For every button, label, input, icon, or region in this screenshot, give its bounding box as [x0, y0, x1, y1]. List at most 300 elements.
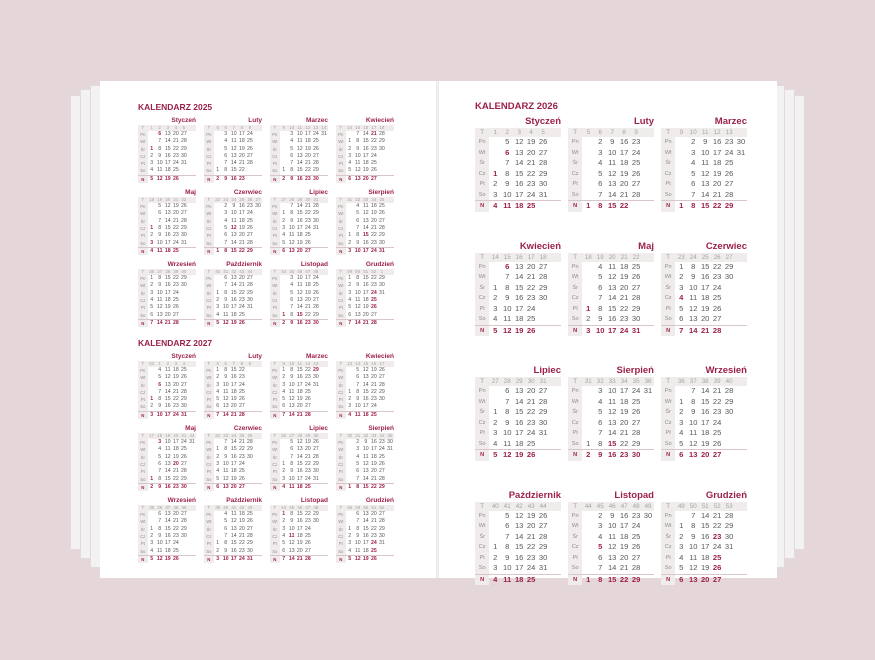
week-number: 37 [165, 505, 171, 511]
day-cell [378, 176, 386, 183]
day-cell [188, 412, 196, 419]
day-cell: 25 [313, 138, 319, 145]
day-row [148, 290, 196, 297]
day-cell [549, 397, 561, 408]
day-cell: 23 [304, 374, 311, 381]
day-cell: 3 [679, 282, 684, 292]
day-row [280, 454, 328, 461]
weekday-label: So [338, 312, 344, 318]
day-cell: 22 [304, 167, 311, 174]
day-cell: 30 [313, 175, 319, 182]
day-cell: 20 [370, 217, 377, 224]
day-cell: 30 [313, 374, 319, 381]
day-cell: 8 [290, 460, 294, 467]
day-cell: 1 [282, 460, 286, 467]
week-number: 31 [539, 378, 547, 385]
day-cell: 22 [238, 289, 245, 296]
day-cell: 5 [290, 145, 294, 152]
month-grid [204, 505, 262, 563]
day-cell: 13 [164, 210, 171, 217]
day-cell [675, 511, 687, 522]
day-row [582, 563, 654, 574]
day-cell: 9 [356, 145, 360, 152]
day-cell: 17 [164, 239, 171, 246]
weekday-label: Śr [479, 533, 485, 540]
day-cell: 27 [247, 232, 253, 239]
day-row [675, 304, 747, 315]
day-row [280, 533, 328, 540]
day-cell: 14 [700, 510, 710, 520]
week-corner-label: T [138, 197, 148, 203]
day-cell: 5 [216, 475, 220, 482]
day-cell: 21 [172, 217, 179, 224]
day-cell [642, 428, 654, 439]
week-number: 53 [725, 502, 733, 510]
day-cell: 25 [379, 453, 385, 460]
day-cell [582, 179, 594, 190]
week-number: 43 [527, 502, 535, 510]
day-cell: 17 [700, 282, 710, 292]
week-corner-label: T [475, 128, 489, 137]
day-cell [280, 131, 288, 138]
day-cell: 11 [288, 533, 295, 540]
day-cell [254, 484, 262, 491]
day-cell: 14 [607, 563, 617, 572]
day-cell: 15 [164, 145, 171, 152]
day-cell [214, 275, 222, 282]
day-cell [254, 461, 262, 468]
day-cell: 11 [157, 297, 163, 304]
day-cell: 4 [216, 468, 220, 475]
week-number: 50 [355, 269, 361, 275]
day-cell: 5 [290, 439, 294, 446]
day-cell: 31 [313, 224, 319, 231]
day-cell [489, 148, 501, 159]
days-block [214, 511, 262, 563]
day-cell: 15 [230, 247, 237, 254]
day-cell [735, 532, 747, 543]
day-cell [246, 403, 254, 410]
day-cell: 23 [370, 396, 377, 403]
day-cell: 7 [216, 411, 220, 418]
month-2026-8 [568, 364, 654, 461]
day-cell: 13 [362, 468, 369, 475]
week-number: 49 [355, 505, 361, 511]
weekday-label: So [478, 565, 486, 571]
month-grid [336, 433, 394, 491]
day-cell: 22 [526, 168, 536, 178]
day-cell [386, 225, 394, 232]
day-row [346, 382, 394, 389]
weekday-label: Wt [206, 211, 212, 217]
day-cell: 25 [172, 247, 179, 254]
day-cell: 12 [222, 396, 229, 403]
day-cell [346, 468, 354, 475]
day-cell [582, 148, 594, 159]
day-cell: 15 [164, 475, 171, 482]
day-cell: 30 [724, 272, 734, 281]
day-cell: 13 [689, 574, 698, 584]
day-cell: 3 [290, 131, 294, 137]
day-cell [549, 169, 561, 180]
day-cell: 29 [379, 388, 385, 395]
day-row [489, 532, 561, 543]
weekday-label: N [270, 175, 280, 183]
day-cell [642, 169, 654, 180]
day-row [489, 397, 561, 408]
week-number: 33 [363, 197, 369, 203]
day-cell [214, 160, 222, 167]
day-row [214, 555, 262, 563]
weekday-label: Wt [272, 519, 278, 525]
day-cell [148, 439, 156, 446]
weekday-label: Pt [665, 430, 671, 436]
day-cell: 23 [526, 552, 536, 562]
weekday-label: Pn [478, 139, 486, 145]
day-cell: 11 [503, 314, 512, 323]
day-cell: 12 [288, 239, 295, 246]
day-cell: 22 [238, 446, 245, 453]
month-2025-12 [336, 260, 394, 327]
day-cell: 4 [679, 552, 684, 562]
week-number: 17 [149, 433, 155, 439]
day-row [675, 553, 747, 564]
day-cell [254, 167, 262, 174]
day-cell [254, 374, 262, 381]
day-cell: 1 [282, 167, 286, 174]
day-cell: 27 [304, 247, 311, 254]
day-cell [582, 272, 594, 283]
day-row [675, 283, 747, 294]
day-cell: 14 [296, 160, 303, 167]
day-row [489, 148, 561, 159]
day-cell: 31 [379, 247, 385, 254]
day-cell: 14 [700, 386, 710, 395]
day-cell: 25 [238, 468, 245, 475]
day-cell: 14 [362, 518, 369, 525]
day-cell: 27 [712, 574, 722, 584]
day-cell: 27 [538, 521, 548, 530]
day-cell: 25 [304, 533, 311, 540]
month-grid [138, 505, 196, 563]
day-cell: 13 [607, 552, 617, 562]
day-cell: 22 [526, 282, 536, 292]
year-grid-2026 [475, 115, 747, 585]
day-cell: 17 [304, 131, 311, 137]
week-number: 31 [355, 433, 361, 439]
week-number: 9 [248, 125, 252, 130]
day-cell: 21 [370, 224, 377, 231]
day-row [675, 148, 747, 159]
day-row [148, 555, 196, 563]
day-row [675, 314, 747, 325]
weekday-label: Wt [206, 283, 212, 289]
weekday-label: Pt [338, 397, 343, 403]
month-grid [661, 253, 747, 337]
day-cell: 10 [503, 189, 512, 199]
week-corner-label: T [204, 125, 214, 131]
day-cell: 27 [631, 179, 641, 188]
day-cell [346, 131, 354, 138]
weekday-label: N [204, 247, 214, 255]
day-cell [735, 262, 747, 273]
day-cell [180, 304, 188, 311]
week-number: 31 [347, 197, 353, 203]
day-cell [346, 518, 354, 525]
day-row [489, 314, 561, 325]
week-corner-label: T [661, 253, 675, 262]
day-cell: 3 [691, 147, 696, 157]
day-cell: 27 [631, 552, 641, 562]
day-cell: 24 [172, 239, 179, 246]
day-cell [188, 232, 196, 239]
month-2025-6 [204, 188, 262, 255]
weekday-label: N [568, 449, 582, 461]
month-2026-9 [661, 364, 747, 461]
day-row [214, 446, 262, 453]
day-cell: 15 [164, 525, 171, 532]
day-cell [549, 272, 561, 283]
week-number: 26 [247, 197, 253, 203]
day-cell: 10 [288, 525, 295, 532]
day-cell: 26 [238, 396, 245, 403]
day-cell: 28 [631, 293, 641, 302]
day-cell: 27 [631, 417, 641, 427]
weekday-column [475, 137, 489, 212]
day-cell: 2 [150, 533, 154, 540]
weekday-label: N [138, 411, 148, 419]
day-cell [254, 446, 262, 453]
weekday-column [204, 275, 214, 327]
day-cell: 1 [586, 201, 591, 210]
weekday-label: N [475, 574, 489, 586]
weekday-label: Pt [572, 554, 578, 561]
day-cell: 16 [607, 450, 617, 459]
week-number: 1 [150, 125, 153, 130]
weekday-label: Pn [140, 512, 146, 518]
day-cell: 15 [296, 367, 303, 373]
day-cell: 30 [181, 232, 187, 239]
weekday-label: So [272, 476, 278, 482]
day-cell [246, 374, 254, 381]
weekday-label: N [138, 319, 148, 327]
days-block [280, 511, 328, 563]
day-cell: 19 [238, 224, 245, 231]
day-cell: 1 [282, 311, 286, 318]
day-cell: 4 [282, 483, 286, 490]
weekday-label: Pn [338, 512, 344, 518]
days-block [214, 203, 262, 255]
month-grid [661, 128, 747, 212]
day-cell [386, 540, 394, 547]
day-cell: 2 [356, 439, 360, 446]
day-cell [346, 203, 354, 210]
weekday-label: Cz [664, 419, 672, 426]
day-cell: 11 [157, 167, 163, 174]
day-cell: 9 [364, 439, 368, 446]
day-cell: 14 [164, 468, 171, 475]
day-cell [320, 153, 328, 160]
month-title: Czerwiec [233, 425, 262, 433]
day-cell: 30 [379, 396, 385, 403]
day-cell [320, 511, 328, 518]
weekday-label: Cz [206, 225, 212, 231]
day-cell: 5 [290, 289, 294, 296]
month-2027-9 [138, 496, 196, 563]
day-cell [320, 518, 328, 525]
day-row [214, 468, 262, 475]
weekday-label: Śr [206, 382, 211, 388]
day-row [582, 190, 654, 201]
day-row [148, 476, 196, 483]
day-cell: 27 [313, 152, 319, 159]
day-cell [386, 374, 394, 381]
day-cell: 30 [313, 217, 319, 224]
day-cell: 16 [607, 314, 617, 323]
day-cell: 13 [700, 179, 710, 188]
week-corner-label: T [475, 253, 489, 262]
day-cell [386, 389, 394, 396]
day-cell: 10 [354, 403, 361, 410]
day-cell [386, 533, 394, 540]
weekday-label: Pn [206, 132, 212, 137]
day-cell: 19 [362, 555, 369, 562]
month-title: Listopad [300, 261, 328, 269]
day-cell: 22 [526, 542, 536, 551]
day-cell: 9 [224, 297, 228, 304]
day-row [148, 382, 196, 389]
day-row [675, 521, 747, 532]
day-cell [254, 439, 262, 446]
week-number: 45 [596, 502, 604, 510]
day-row [346, 367, 394, 374]
weekday-label: Śr [206, 526, 211, 532]
day-cell: 11 [288, 483, 295, 490]
day-cell: 21 [238, 160, 245, 167]
week-number: 25 [701, 253, 709, 261]
day-cell: 26 [247, 224, 253, 231]
month-grid [568, 502, 654, 586]
day-cell: 28 [313, 203, 319, 210]
day-cell: 16 [296, 374, 303, 381]
month-grid [336, 197, 394, 255]
weekday-label: Pn [478, 388, 486, 394]
day-cell: 26 [304, 239, 311, 246]
day-cell: 6 [679, 450, 684, 459]
day-cell: 22 [172, 145, 179, 152]
weekday-label: Pn [664, 139, 672, 145]
day-cell: 15 [230, 289, 237, 296]
day-cell: 31 [321, 131, 327, 137]
day-row [346, 374, 394, 381]
week-number: 35 [387, 433, 393, 439]
day-cell: 27 [181, 460, 187, 467]
week-number: 3 [174, 361, 178, 366]
day-cell [537, 575, 549, 586]
day-cell: 13 [164, 460, 171, 467]
day-cell [642, 304, 654, 315]
day-cell: 8 [505, 542, 510, 551]
day-cell: 12 [156, 175, 163, 182]
day-row [148, 138, 196, 145]
day-cell: 25 [712, 293, 722, 302]
day-cell: 6 [158, 511, 162, 518]
day-cell: 25 [238, 311, 245, 318]
day-cell: 15 [700, 396, 710, 406]
day-cell [280, 203, 288, 210]
day-cell: 31 [538, 563, 548, 572]
day-cell: 22 [619, 201, 629, 210]
day-cell: 19 [238, 145, 245, 152]
day-cell: 7 [224, 282, 228, 289]
day-cell: 24 [313, 131, 319, 137]
day-cell: 23 [712, 272, 722, 281]
weekday-label: So [272, 168, 278, 174]
day-cell: 4 [150, 247, 154, 254]
day-cell [180, 297, 188, 304]
day-cell: 17 [296, 475, 303, 482]
week-number: 46 [608, 502, 616, 510]
weekday-column [568, 137, 582, 212]
day-cell: 30 [724, 407, 734, 416]
day-cell: 9 [158, 483, 162, 490]
day-row [280, 240, 328, 247]
day-cell: 11 [363, 203, 369, 210]
day-row [148, 374, 196, 381]
day-cell [735, 428, 747, 439]
day-cell: 13 [362, 374, 369, 381]
day-cell: 3 [290, 275, 294, 282]
day-cell: 15 [700, 201, 710, 210]
week-corner-label: T [270, 197, 280, 203]
weekday-label: Pt [140, 397, 145, 403]
day-cell: 15 [700, 261, 710, 271]
day-cell: 14 [288, 555, 295, 562]
day-cell: 2 [493, 293, 498, 302]
day-cell: 20 [526, 147, 536, 157]
day-cell: 23 [238, 547, 245, 554]
weekday-column [568, 511, 582, 586]
day-row [280, 468, 328, 475]
day-cell: 16 [700, 531, 710, 541]
day-cell: 26 [313, 145, 319, 152]
day-row [489, 418, 561, 429]
weekday-label: N [270, 247, 280, 255]
day-cell [246, 412, 254, 419]
day-cell [320, 304, 328, 311]
week-number: 36 [149, 269, 155, 275]
day-cell: 6 [224, 525, 228, 532]
weekday-label: So [478, 316, 486, 322]
day-cell: 5 [679, 303, 684, 313]
week-corner-label: T [336, 505, 346, 511]
week-number: 7 [232, 361, 236, 366]
day-cell: 26 [526, 325, 536, 335]
weekday-label: Wt [272, 211, 278, 217]
day-cell: 10 [222, 460, 229, 467]
day-cell: 28 [631, 563, 641, 572]
day-cell [386, 382, 394, 389]
day-cell [188, 275, 196, 282]
day-cell [549, 450, 561, 461]
day-cell [320, 396, 328, 403]
day-cell [254, 454, 262, 461]
week-number: 43 [239, 269, 245, 275]
week-numbers [675, 377, 747, 386]
week-number: 14 [491, 253, 499, 261]
weekday-label: Cz [206, 298, 212, 304]
day-cell: 6 [282, 403, 286, 410]
